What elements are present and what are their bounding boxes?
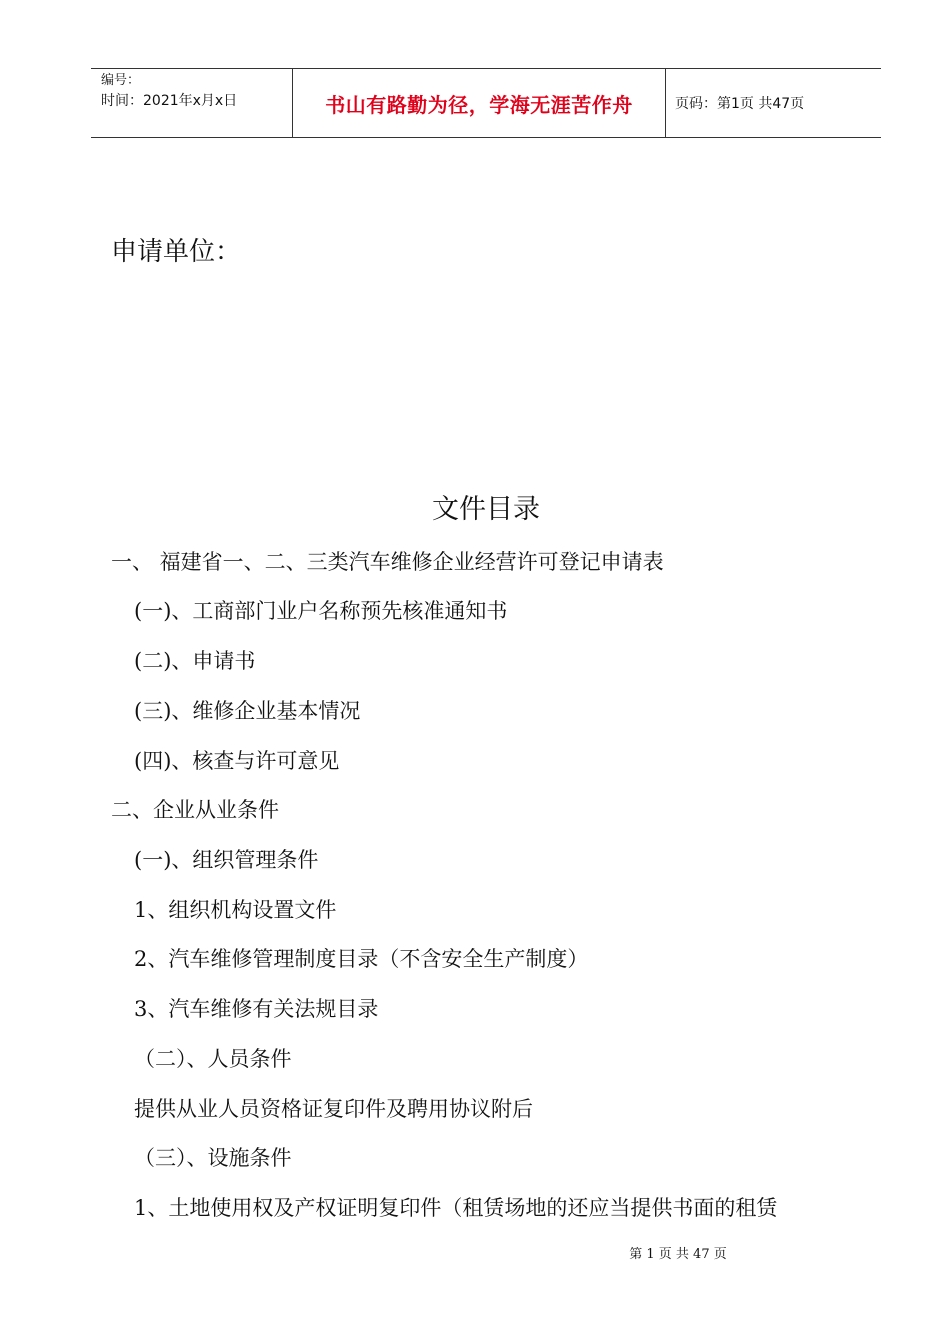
doc-time-label: 时间：2021年x月x日 bbox=[101, 93, 238, 109]
toc-title: 文件目录 bbox=[432, 494, 540, 525]
header-page-cell bbox=[666, 69, 881, 137]
toc-line-9: 2、汽车维修管理制度目录（不含安全生产制度） bbox=[134, 947, 589, 971]
toc-line-11: （二）、人员条件 bbox=[134, 1047, 292, 1071]
toc-line-4: (三)、维修企业基本情况 bbox=[134, 699, 361, 723]
toc-line-12: 提供从业人员资格证复印件及聘用协议附后 bbox=[134, 1097, 533, 1121]
doc-number-label: 编号： bbox=[101, 73, 141, 88]
header-motto: 书山有路勤为径，学海无涯苦作舟 bbox=[325, 92, 633, 117]
toc-line-5: (四)、核查与许可意见 bbox=[134, 749, 340, 773]
page-header bbox=[91, 68, 881, 138]
page-footer: 第 1 页 共 47 页 bbox=[629, 1247, 727, 1262]
toc-line-3: (二)、申请书 bbox=[134, 649, 256, 673]
toc-line-10: 3、汽车维修有关法规目录 bbox=[134, 997, 379, 1021]
toc-line-14: 1、土地使用权及产权证明复印件（租赁场地的还应当提供书面的租赁 bbox=[134, 1196, 778, 1220]
applicant-label: 申请单位： bbox=[111, 237, 242, 267]
header-meta-cell bbox=[91, 69, 293, 137]
header-motto-cell bbox=[293, 69, 666, 137]
toc-line-6: 二、企业从业条件 bbox=[111, 798, 279, 822]
toc-line-8: 1、组织机构设置文件 bbox=[134, 898, 337, 922]
toc-line-1: 一、 福建省一、二、三类汽车维修企业经营许可登记申请表 bbox=[111, 550, 664, 574]
toc-line-2: (一)、工商部门业户名称预先核准通知书 bbox=[134, 599, 508, 623]
header-page-info: 页码：第1页 共47页 bbox=[675, 96, 805, 112]
toc-line-13: （三）、设施条件 bbox=[134, 1146, 292, 1170]
toc-line-7: (一)、组织管理条件 bbox=[134, 848, 319, 872]
